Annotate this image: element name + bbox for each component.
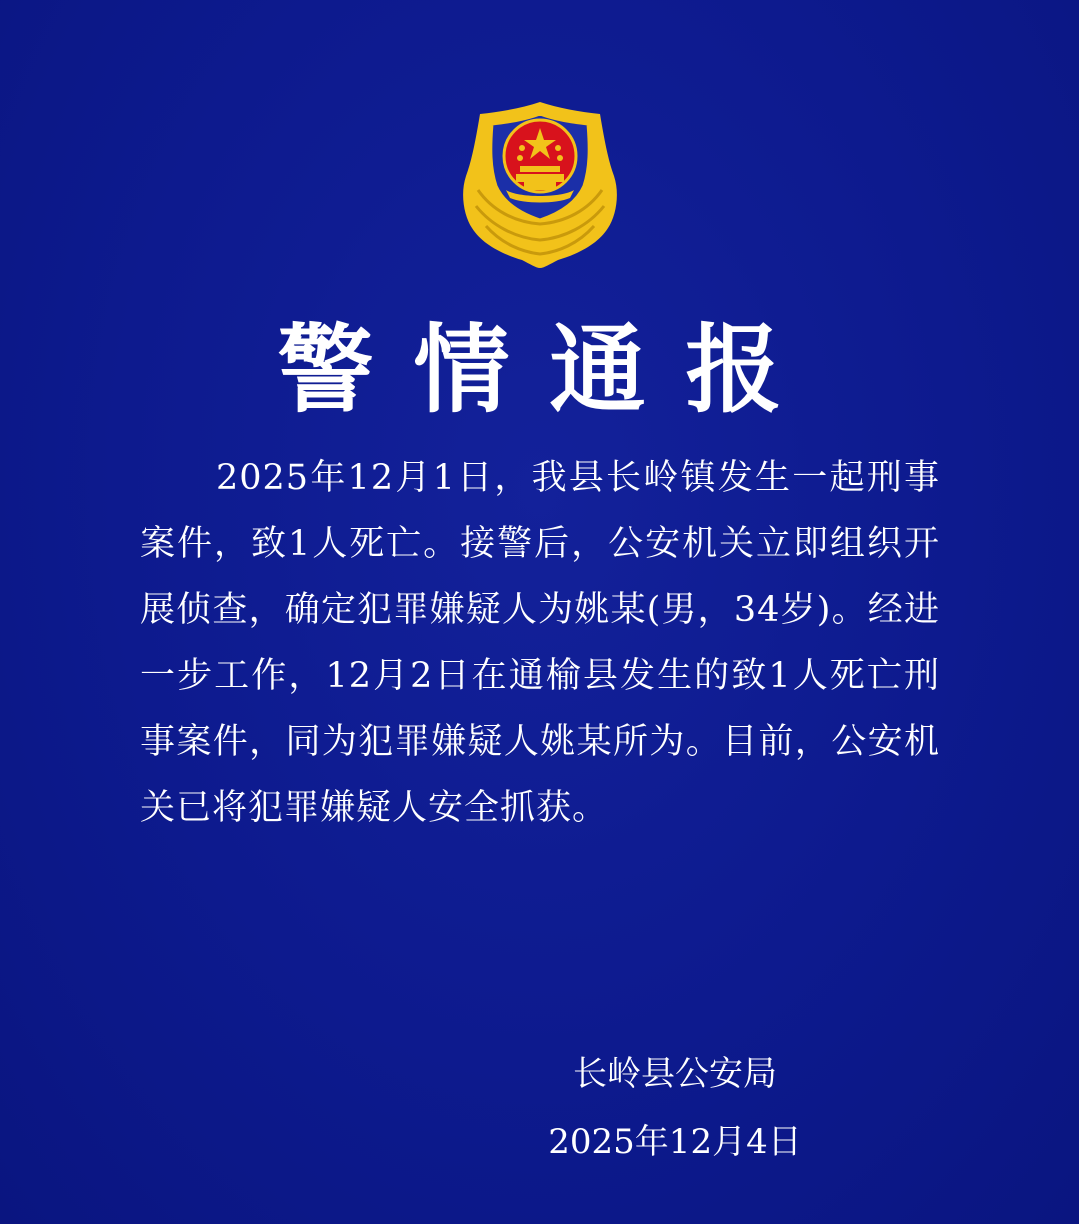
notice-body: 2025年12月1日，我县长岭镇发生一起刑事案件，致1人死亡。接警后，公安机关立即组织开展侦查，确定犯罪嫌疑人为姚某(男，34岁)。经进一步工作，12月2日在通榆县发生的致1人死亡刑事案件，同为犯罪嫌疑人姚某所为。目前，公安机关已将犯罪嫌疑人安全抓获。	[140, 458, 940, 828]
notice-title: 警情通报	[277, 314, 822, 426]
police-emblem-icon	[458, 98, 622, 270]
issuer-name: 长岭县公安局	[573, 1054, 777, 1094]
issue-date: 2025年12月4日	[548, 1122, 802, 1162]
